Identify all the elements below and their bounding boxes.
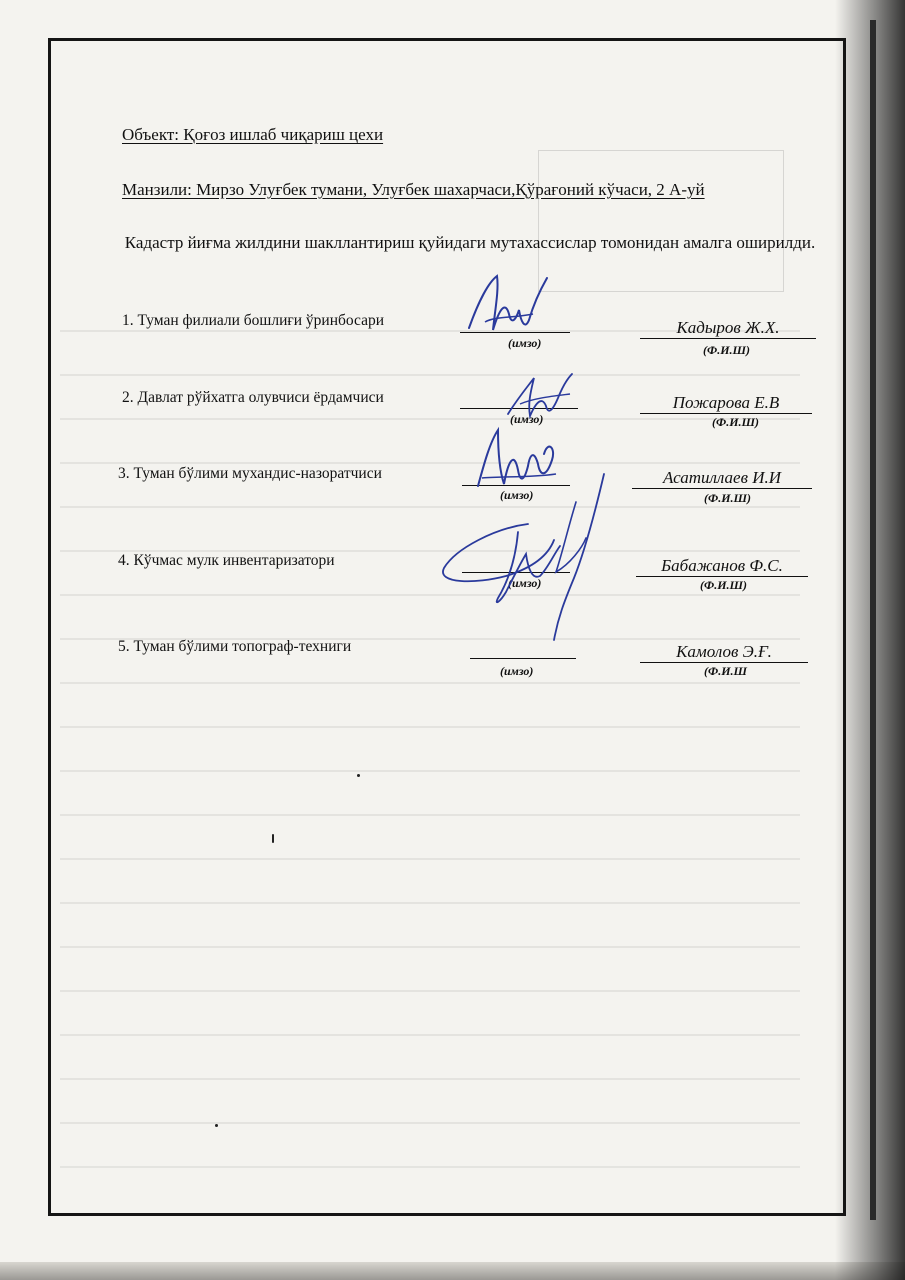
scan-speck: [272, 834, 274, 843]
name-caption-4: (Ф.И.Ш): [700, 578, 748, 592]
signatory-label-5: 5. Туман бўлими топограф-техниги: [118, 638, 352, 655]
scan-speck: [357, 774, 360, 777]
signature-caption-5: (имзо): [500, 664, 534, 678]
handwritten-signature-1: [455, 270, 565, 340]
signatory-label-4: 4. Кўчмас мулк инвентаризатори: [118, 552, 335, 569]
address-line: Манзили: Мирзо Улуғбек тумани, Улуғбек шахарчаси,Қўрағоний кўчаси, 2 А-уй: [122, 180, 705, 199]
signature-caption-2: (имзо): [510, 412, 544, 426]
signatory-label-2: 2. Давлат рўйхатга олувчиси ёрдамчиси: [122, 389, 384, 406]
signatory-name-5: Камолов Э.Ғ.: [640, 642, 808, 663]
name-caption-5: (Ф.И.Ш: [704, 664, 748, 678]
scan-page-edge: [870, 20, 876, 1220]
signature-caption-4: (имзо): [508, 576, 542, 590]
signatory-name-1: Кадыров Ж.Х.: [640, 318, 816, 339]
name-caption-1: (Ф.И.Ш): [703, 343, 751, 357]
signatory-name-4: Бабажанов Ф.С.: [636, 556, 808, 577]
signatory-name-3: Асатиллаев И.И: [632, 468, 812, 489]
signature-caption-3: (имзо): [500, 488, 534, 502]
signature-line-5: [470, 658, 576, 659]
scan-speck: [215, 1124, 218, 1127]
name-caption-2: (Ф.И.Ш): [712, 415, 760, 429]
signatory-label-1: 1. Туман филиали бошлиғи ўринбосари: [122, 312, 385, 329]
intro-paragraph: Кадастр йиғма жилдини шакллантириш қуйидаги мутахассислар томонидан амалга оширилди.: [124, 233, 816, 252]
object-line: Объект: Қоғоз ишлаб чиқариш цехи: [122, 125, 384, 144]
scan-bottom-edge: [0, 1262, 905, 1280]
handwritten-signature-4: [436, 468, 616, 648]
signature-caption-1: (имзо): [508, 336, 542, 350]
signatory-name-2: Пожарова Е.В: [640, 393, 812, 414]
handwritten-signature-2: [500, 368, 580, 428]
name-caption-3: (Ф.И.Ш): [704, 491, 752, 505]
signatory-label-3: 3. Туман бўлими мухандис-назоратчиси: [118, 465, 382, 482]
